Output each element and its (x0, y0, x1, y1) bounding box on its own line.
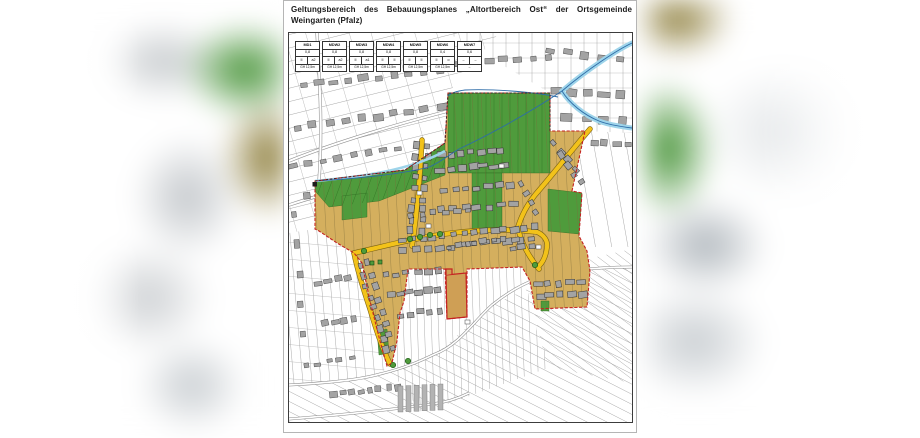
legend-box-name: MDW3 (350, 42, 373, 50)
legend-box-roof: a2 (338, 57, 343, 62)
legend-box-roof: II (420, 57, 423, 62)
legend-box-height: GH 12,5m (408, 65, 423, 70)
legend-box-grz: 0,8 (350, 50, 373, 58)
legend-box-MDW5 (403, 41, 428, 72)
legend-box-grz: 0,8 (296, 50, 319, 58)
map-frame (288, 32, 633, 423)
legend-box-grz: 0,8 (377, 50, 400, 58)
legend-box-height: GH 12,5m (300, 65, 315, 70)
legend-box-height: – (468, 65, 471, 70)
legend-box-floors: II (323, 57, 335, 64)
legend-box-floors: II (377, 57, 389, 64)
legend-box-MDW7 (457, 41, 482, 72)
legend-table-row (295, 41, 482, 72)
legend-box-MD1 (295, 41, 320, 72)
legend-box-roof: o (447, 57, 450, 62)
page-title-line2: Weingarten (Pfalz) (291, 16, 363, 25)
legend-box-grz: 0,8 (404, 50, 427, 58)
legend-box-MDW6 (430, 41, 455, 72)
plan-map (289, 33, 632, 422)
background-fade-right (760, 0, 920, 438)
legend-box-height: GH 12,5m (327, 65, 342, 70)
legend-box-name: MDW7 (458, 42, 481, 50)
plan-document-page (283, 0, 637, 433)
legend-box-floors: II (404, 57, 416, 64)
legend-box-grz: 0,4 (431, 50, 454, 58)
legend-box-name: MDW6 (431, 42, 454, 50)
page-title (291, 4, 632, 26)
legend-box-grz: 0,8 (323, 50, 346, 58)
legend-box-MDW2 (322, 41, 347, 72)
legend-box-floors: II (431, 57, 443, 64)
legend-box-name: MDW4 (377, 42, 400, 50)
legend-box-roof: a1 (365, 57, 370, 62)
legend-box-roof: – (474, 57, 477, 62)
legend-box-grz: 0,6 (458, 50, 481, 58)
special-parcels (446, 269, 467, 319)
legend-box-roof: a2 (311, 57, 316, 62)
legend-box-floors: II (296, 57, 308, 64)
legend-box-name: MDW2 (323, 42, 346, 50)
legend-box-height: GH 12,5m (381, 65, 396, 70)
legend-box-MDW3 (349, 41, 374, 72)
legend-box-height: GH 12,5m (435, 65, 450, 70)
legend-box-height: GH 12,5m (354, 65, 369, 70)
background-fade-left (0, 0, 140, 438)
page-title-line1: Geltungsbereich des Bebauungsplanes „Altortbereich Ost“ der Ortsgemeinde (291, 5, 632, 14)
legend-box-MDW4 (376, 41, 401, 72)
legend-box-floors: – (458, 57, 470, 64)
legend-box-name: MDW5 (404, 42, 427, 50)
legend-box-floors: II (350, 57, 362, 64)
legend-box-roof: II (393, 57, 396, 62)
legend-box-name: MD1 (296, 42, 319, 50)
